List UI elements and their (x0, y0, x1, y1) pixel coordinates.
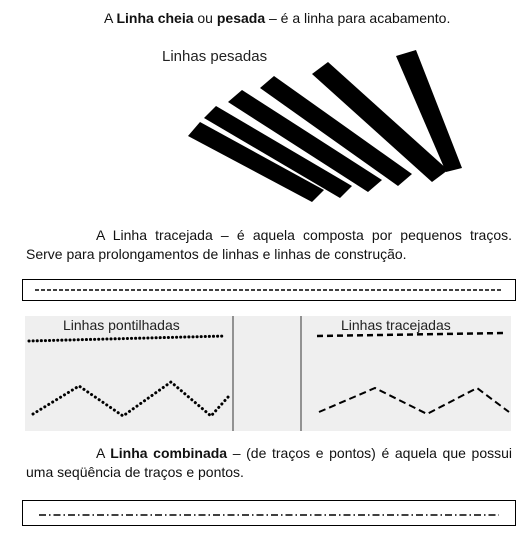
dashed-line-sample-box (22, 279, 516, 301)
dash-dot-line-sample-box (22, 500, 516, 526)
paragraph-combined-line (26, 444, 512, 482)
dotted-zigzag-line (33, 382, 229, 416)
heavy-lines-label: Linhas pesadas (162, 48, 268, 65)
dotted-dashed-illustration (25, 316, 511, 431)
dotted-lines-label: Linhas pontilhadas (63, 317, 180, 333)
dotted-dashed-drawing (25, 316, 511, 431)
dashed-lines-label: Linhas tracejadas (341, 317, 451, 333)
dash-dot-line-sample (23, 501, 515, 525)
text-fragment: A (96, 445, 111, 461)
heavy-lines-illustration (156, 40, 476, 202)
text-fragment: A (104, 10, 117, 26)
paragraph-heavy-line (104, 9, 524, 28)
paragraph-dashed-line: A Linha tracejada – é aquela composta por pequenos traços. Serve para prolongamentos de linhas e linhas de construção. (26, 227, 512, 262)
dashed-line-sample (23, 280, 515, 300)
text-fragment: – é a linha para acabamento. (265, 10, 451, 26)
dotted-straight-line (29, 336, 225, 341)
term-linha-cheia: Linha cheia (116, 10, 194, 26)
term-pesada: pesada (216, 10, 266, 26)
text-fragment: ou (193, 10, 217, 26)
term-linha-combinada: Linha combinada (110, 445, 228, 461)
text-fragment: – (de traços e pontos) é aquela que possui uma seqüência de traços e pontos. (26, 445, 513, 480)
dashed-zigzag-line (319, 388, 509, 414)
dashed-straight-line (317, 333, 505, 336)
